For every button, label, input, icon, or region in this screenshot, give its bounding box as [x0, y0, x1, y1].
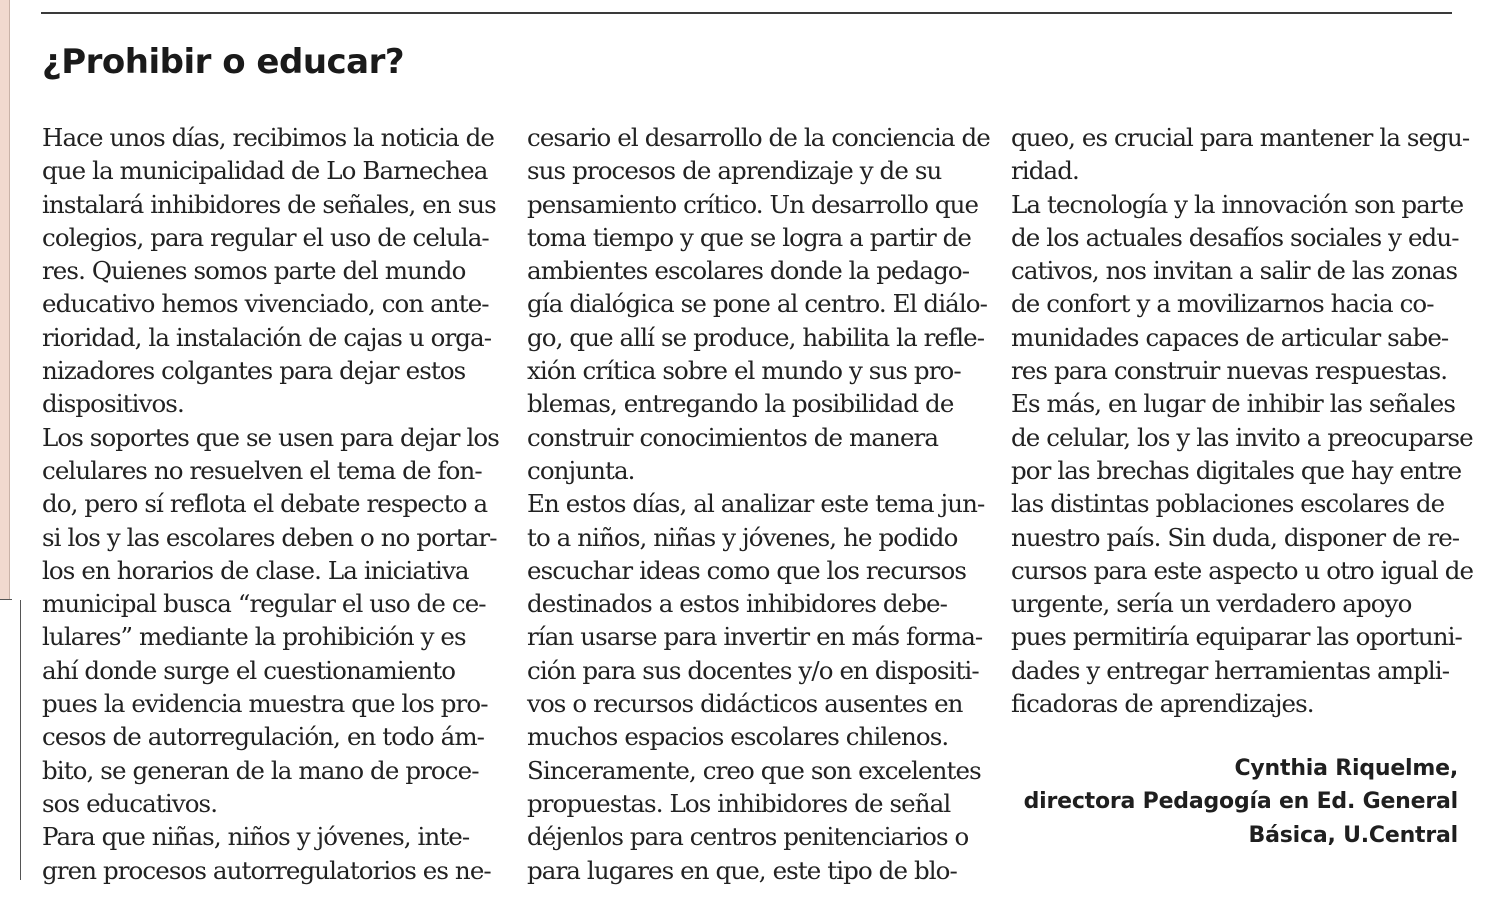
author-signature: [1024, 752, 1458, 852]
article-text-line: de celular, los y las invito a preocuparse: [1011, 422, 1473, 452]
article-text-line: pues la evidencia muestra que los pro-: [42, 689, 488, 719]
article-column-1: [42, 121, 499, 887]
article-text-line: munidades capaces de articular sabe-: [1011, 322, 1449, 352]
article-text-line: sos educativos.: [42, 788, 218, 818]
article-text-line: nizadores colgantes para dejar estos: [42, 356, 466, 386]
article-text-line: rioridad, la instalación de cajas u orga-: [42, 322, 492, 352]
article-text-line: res para construir nuevas respuestas.: [1011, 356, 1448, 386]
author-title: directora Pedagogía en Ed. General: [1023, 789, 1458, 815]
article-text-line: res. Quienes somos parte del mundo: [42, 256, 466, 286]
article-text-line: las distintas poblaciones escolares de: [1011, 489, 1445, 519]
top-rule: [41, 12, 1452, 14]
article-text-line: municipal busca “regular el uso de ce-: [42, 589, 486, 619]
article-text-line: si los y las escolares deben o no portar-: [42, 522, 497, 552]
author-institution: Básica, U.Central: [1248, 822, 1458, 848]
article-text-line: pensamiento crítico. Un desarrollo que: [527, 189, 979, 219]
article-text-line: vos o recursos didácticos ausentes en: [527, 689, 963, 719]
article-text-line: ción para sus docentes y/o en dispositi-: [527, 655, 979, 685]
article-text-line: to a niños, niñas y jóvenes, he podido: [527, 522, 958, 552]
article-text-line: déjenlos para centros penitenciarios o: [527, 822, 969, 852]
article-text-line: de confort y a movilizarnos hacia co-: [1011, 289, 1434, 319]
article-text-line: instalará inhibidores de señales, en sus: [42, 189, 496, 219]
article-text-line: urgente, sería un verdadero apoyo: [1011, 589, 1412, 619]
article-text-line: bito, se generan de la mano de proce-: [42, 755, 479, 785]
article-text-line: cursos para este aspecto u otro igual de: [1011, 555, 1474, 585]
article-text-line: Para que niñas, niños y jóvenes, inte-: [42, 822, 470, 852]
article-column-3: [1011, 121, 1474, 720]
article-text-line: Sinceramente, creo que son excelentes: [527, 755, 981, 785]
page-edge-stripe: [0, 0, 9, 600]
article-text-line: rían usarse para invertir en más forma-: [527, 622, 983, 652]
article-text-line: Es más, en lugar de inhibir las señales: [1011, 389, 1455, 419]
article-text-line: En estos días, al analizar este tema jun-: [527, 489, 985, 519]
article-column-2: [527, 121, 990, 887]
article-text-line: cesario el desarrollo de la conciencia de: [527, 123, 990, 152]
article-text-line: Hace unos días, recibimos la noticia de: [42, 123, 495, 152]
article-text-line: que la municipalidad de Lo Barnechea: [42, 156, 488, 186]
article-text-line: ficadoras de aprendizajes.: [1011, 689, 1314, 719]
article-text-line: blemas, entregando la posibilidad de: [527, 389, 954, 419]
article-text-line: ahí donde surge el cuestionamiento: [42, 655, 456, 685]
article-text-line: gren procesos autorregulatorios es ne-: [42, 855, 491, 885]
article-text-line: celulares no resuelven el tema de fon-: [42, 455, 482, 485]
article-text-line: para lugares en que, este tipo de blo-: [527, 855, 957, 885]
article-text-line: xión crítica sobre el mundo y sus pro-: [527, 356, 961, 386]
article-text-line: do, pero sí reflota el debate respecto a: [42, 489, 488, 519]
column-divider-tick: [0, 599, 12, 600]
article-text-line: sus procesos de aprendizaje y de su: [527, 156, 942, 186]
article-text-line: nuestro país. Sin duda, disponer de re-: [1011, 522, 1460, 552]
author-name: Cynthia Riquelme,: [1234, 756, 1458, 781]
article-text-line: colegios, para regular el uso de celula-: [42, 222, 489, 252]
article-text-line: educativo hemos vivenciado, con ante-: [42, 289, 489, 319]
article-text-line: propuestas. Los inhibidores de señal: [527, 788, 951, 818]
article-text-line: construir conocimientos de manera: [527, 422, 939, 452]
article-text-line: ambientes escolares donde la pedago-: [527, 256, 970, 286]
article-text-line: cativos, nos invitan a salir de las zonas: [1011, 256, 1458, 286]
article-text-line: dades y entregar herramientas ampli-: [1011, 655, 1450, 685]
article-text-line: de los actuales desafíos sociales y edu-: [1011, 222, 1459, 252]
article-text-line: conjunta.: [527, 455, 635, 485]
article-text-line: pues permitiría equiparar las oportuni-: [1011, 622, 1462, 652]
article-text-line: lulares” mediante la prohibición y es: [42, 622, 466, 652]
article-text-line: La tecnología y la innovación son parte: [1011, 189, 1464, 219]
article-text-line: gía dialógica se pone al centro. El diálo-: [527, 289, 988, 319]
article-text-line: escuchar ideas como que los recursos: [527, 555, 967, 585]
article-text-line: toma tiempo y que se logra a partir de: [527, 222, 972, 252]
article-text-line: muchos espacios escolares chilenos.: [527, 722, 949, 752]
article-text-line: Los soportes que se usen para dejar los: [42, 422, 499, 452]
article-text-line: los en horarios de clase. La iniciativa: [42, 555, 469, 585]
article-text-line: queo, es crucial para mantener la segu-: [1011, 123, 1470, 152]
column-divider-line: [20, 600, 21, 880]
article-text-line: dispositivos.: [42, 389, 184, 419]
article-text-line: ridad.: [1011, 156, 1079, 186]
article-text-line: destinados a estos inhibidores debe-: [527, 589, 948, 619]
page-edge-line: [9, 0, 10, 600]
article-text-line: por las brechas digitales que hay entre: [1011, 455, 1462, 485]
article-text-line: go, que allí se produce, habilita la refle-: [527, 322, 985, 352]
article-text-line: cesos de autorregulación, en todo ám-: [42, 722, 485, 752]
article-title: ¿Prohibir o educar?: [42, 42, 405, 82]
